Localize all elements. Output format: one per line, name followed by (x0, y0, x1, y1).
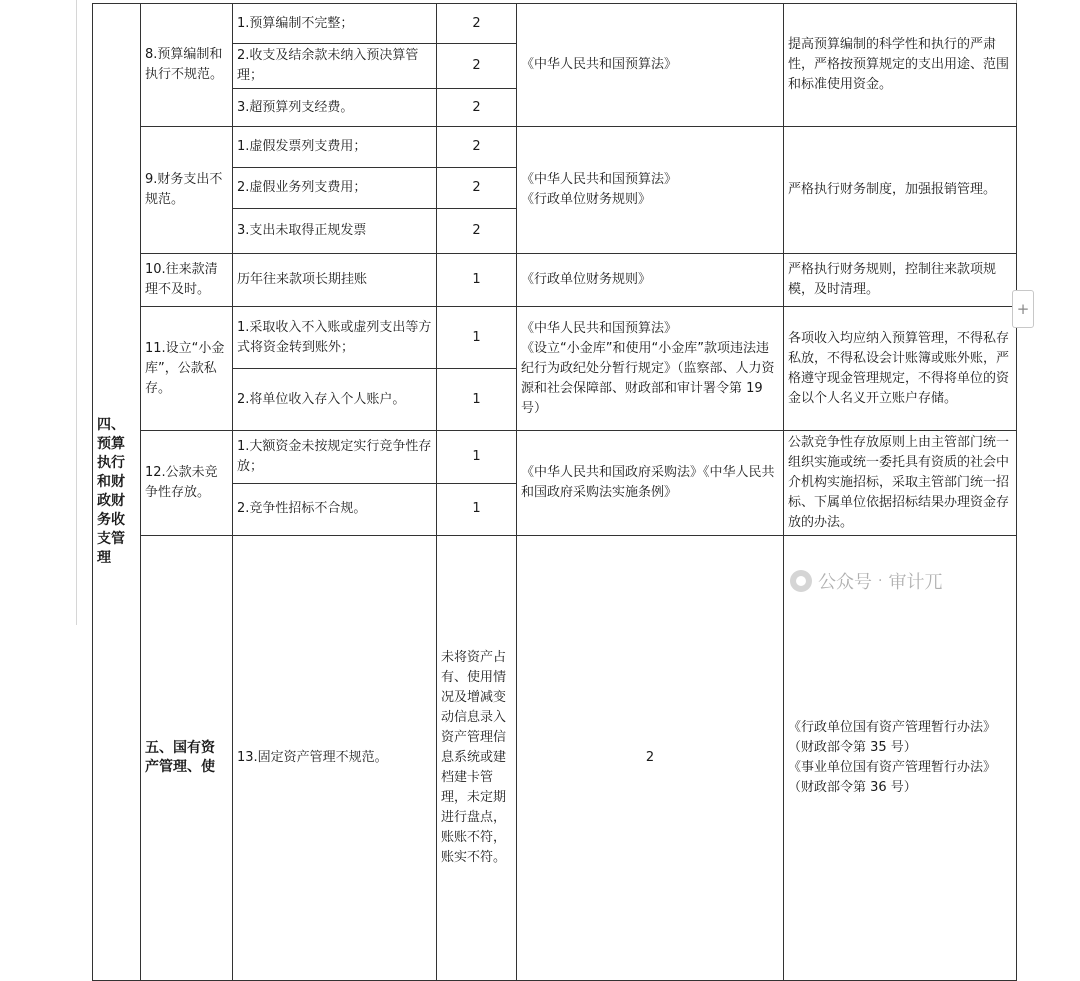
score-cell: 2 (437, 127, 517, 168)
problem-cell: 2.收支及结余款未纳入预决算管理； (233, 44, 437, 89)
score-cell: 1 (437, 369, 517, 431)
score-cell: 2 (437, 209, 517, 254)
score-cell: 2 (517, 536, 784, 981)
score-cell: 1 (437, 431, 517, 484)
suggestion-cell: 公款竞争性存放原则上由主管部门统一组织实施或统一委托具有资质的社会中介机构实施招标，采取主管部门统一招标、下属单位依据招标结果办理资金存放的办法。 (784, 431, 1017, 536)
plus-icon: + (1016, 300, 1030, 318)
score-cell: 2 (437, 89, 517, 127)
category-cell: 四、预算执行和财政财务收支管理 (93, 4, 141, 981)
issue-cell: 8.预算编制和执行不规范。 (141, 4, 233, 127)
issue-cell: 13.固定资产管理不规范。 (233, 536, 437, 981)
issue-cell: 9.财务支出不规范。 (141, 127, 233, 254)
add-comment-button[interactable] (1012, 290, 1034, 328)
score-cell: 1 (437, 307, 517, 369)
score-cell: 2 (437, 44, 517, 89)
issue-cell: 10.往来款清理不及时。 (141, 254, 233, 307)
problem-cell: 1.大额资金未按规定实行竞争性存放； (233, 431, 437, 484)
suggestion-cell: 严格执行财务制度，加强报销管理。 (784, 127, 1017, 254)
category-cell: 五、国有资产管理、使 (141, 536, 233, 981)
suggestion-cell: 严格执行财务规则，控制往来款项规模，及时清理。 (784, 254, 1017, 307)
problem-cell: 2.虚假业务列支费用； (233, 168, 437, 209)
problem-cell: 未将资产占有、使用情况及增减变动信息录入资产管理信息系统或建档建卡管理，未定期进行盘点，账账不符，账实不符。 (437, 536, 517, 981)
table-row (93, 254, 1017, 307)
problem-cell: 2.将单位收入存入个人账户。 (233, 369, 437, 431)
problem-cell: 历年往来款项长期挂账 (233, 254, 437, 307)
suggestion-cell: 提高预算编制的科学性和执行的严肃性，严格按预算规定的支出用途、范围和标准使用资金。 (784, 4, 1017, 127)
problem-cell: 2.竞争性招标不合规。 (233, 483, 437, 536)
legal-basis-cell: 《中华人民共和国预算法》 《行政单位财务规则》 (517, 127, 784, 254)
table-row (93, 431, 1017, 484)
margin-guide-line (76, 0, 77, 625)
table-row (93, 536, 1017, 981)
table-row (93, 4, 1017, 44)
legal-basis-cell: 《行政单位国有资产管理暂行办法》（财政部令第 35 号） 《事业单位国有资产管理暂行办法》（财政部令第 36 号） (784, 536, 1017, 981)
problem-cell: 1.预算编制不完整； (233, 4, 437, 44)
issue-cell: 11.设立“小金库”，公款私存。 (141, 307, 233, 431)
table-row (93, 307, 1017, 369)
score-cell: 2 (437, 168, 517, 209)
score-cell: 1 (437, 483, 517, 536)
table-row (93, 127, 1017, 168)
left-margin (0, 0, 62, 625)
watermark-brand: 公众号 (818, 572, 872, 593)
issue-cell: 12.公款未竞争性存放。 (141, 431, 233, 536)
watermark-separator: · (878, 573, 883, 589)
suggestion-cell: 各项收入均应纳入预算管理，不得私存私放，不得私设会计账簿或账外账，严格遵守现金管理规定，不得将单位的资金以个人名义开立账户存储。 (784, 307, 1017, 431)
audit-issues-table (92, 3, 1017, 981)
problem-cell: 3.支出未取得正规发票 (233, 209, 437, 254)
problem-cell: 1.虚假发票列支费用； (233, 127, 437, 168)
legal-basis-cell: 《行政单位财务规则》 (517, 254, 784, 307)
problem-cell: 3.超预算列支经费。 (233, 89, 437, 127)
watermark-account: 审计兀 (888, 572, 943, 593)
score-cell: 2 (437, 4, 517, 44)
problem-cell: 1.采取收入不入账或虚列支出等方式将资金转到账外； (233, 307, 437, 369)
legal-basis-cell: 《中华人民共和国预算法》 (517, 4, 784, 127)
score-cell: 1 (437, 254, 517, 307)
legal-basis-cell: 《中华人民共和国预算法》 《设立“小金库”和使用“小金库”款项违法违纪行为政纪处分暂行规定》（监察部、人力资源和社会保障部、财政部和审计署令第 19 号） (517, 307, 784, 431)
legal-basis-cell: 《中华人民共和国政府采购法》《中华人民共和国政府采购法实施条例》 (517, 431, 784, 536)
